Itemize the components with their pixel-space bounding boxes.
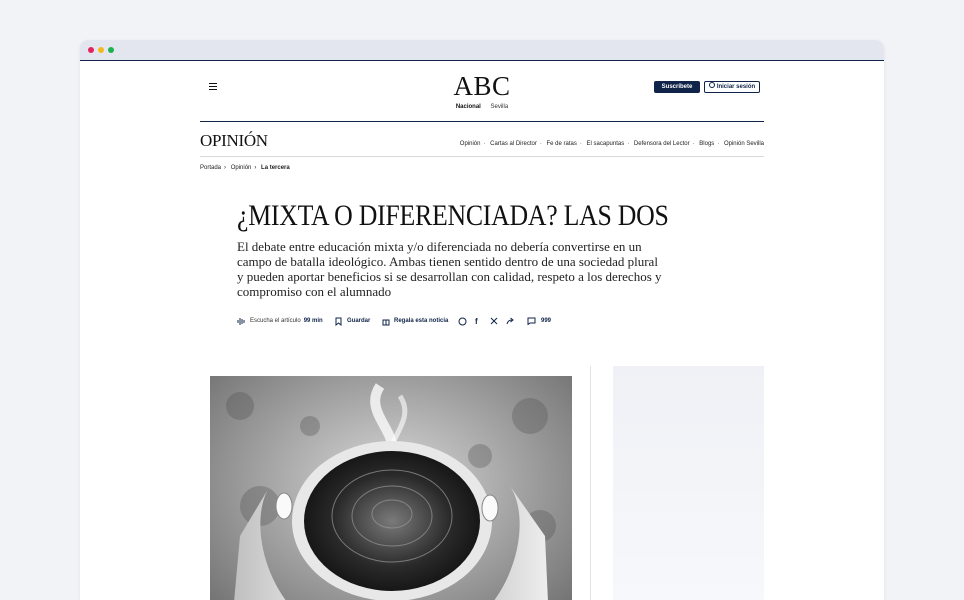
whatsapp-icon	[458, 317, 467, 326]
masthead	[200, 61, 764, 121]
nav-opinion[interactable]: Opinión	[459, 141, 481, 147]
breadcrumb: Portada › Opinión › La tercera	[200, 165, 290, 171]
audio-wave-icon	[237, 317, 246, 326]
nav-cartas[interactable]: Cartas al Director	[490, 141, 537, 147]
nav-blogs[interactable]: Blogs	[699, 141, 715, 147]
listen-label: Escucha el artículo	[250, 318, 301, 324]
subscribe-button[interactable]: Suscríbete	[654, 81, 700, 93]
login-label: Iniciar sesión	[716, 84, 756, 90]
edition-selector	[200, 104, 764, 110]
share-whatsapp-button[interactable]	[458, 317, 467, 326]
comments-button[interactable]	[527, 317, 551, 325]
user-icon	[709, 82, 715, 88]
save-button[interactable]	[335, 317, 370, 326]
nav-sacapuntas[interactable]: El sacapuntas	[586, 141, 625, 147]
nav-opinion-sevilla[interactable]: Opinión Sevilla	[723, 141, 764, 147]
share-button[interactable]	[506, 317, 515, 325]
site-logo[interactable]: ABC	[453, 71, 511, 101]
share-facebook-button[interactable]	[475, 317, 478, 326]
section-nav: Opinión · Cartas al Director · Fe de ratas · El sacapuntas · Defensora del Lector · Blogs · Opinión Sevilla	[459, 141, 764, 147]
close-window-dot[interactable]	[88, 47, 94, 53]
maximize-window-dot[interactable]	[108, 47, 114, 53]
comment-icon	[527, 317, 536, 325]
breadcrumb-portada[interactable]: Portada	[200, 165, 222, 171]
nav-fe-de-ratas[interactable]: Fe de ratas	[546, 141, 577, 147]
edition-nacional[interactable]: Nacional	[455, 104, 481, 110]
facebook-icon: f	[475, 316, 478, 326]
x-icon	[490, 317, 498, 325]
article-headline: ¿MIXTA O DIFERENCIADA? LAS DOS	[237, 199, 669, 232]
bookmark-icon	[335, 317, 343, 326]
browser-chrome	[80, 40, 884, 61]
login-button[interactable]	[704, 81, 760, 93]
comments-count: 999	[541, 317, 552, 324]
gift-button[interactable]	[382, 317, 448, 326]
section-title[interactable]: OPINIÓN	[200, 131, 268, 150]
edition-sevilla[interactable]: Sevilla	[490, 104, 509, 110]
column-divider	[590, 366, 591, 600]
coffee-cup-illustration	[200, 366, 580, 600]
browser-window	[80, 40, 884, 600]
article-subtitle: El debate entre educación mixta y/o diferenciada no debería convertirse en un campo de batalla ideológico. Ambas tienen sentido dentro de una sociedad plural y pueden aportar beneficios si se desarrollan con calidad, respeto a los derechos y compromiso con el alumnado	[237, 238, 662, 299]
breadcrumb-opinion[interactable]: Opinión	[230, 165, 252, 171]
section-bar	[200, 122, 764, 157]
sidebar-ad-slot	[613, 366, 764, 600]
share-arrow-icon	[506, 317, 515, 325]
save-label: Guardar	[347, 318, 371, 324]
article-page	[200, 61, 764, 329]
share-x-button[interactable]	[490, 317, 498, 325]
listen-button[interactable]	[237, 317, 323, 326]
article-illustration	[200, 366, 580, 600]
breadcrumb-current[interactable]: La tercera	[261, 165, 290, 171]
nav-defensora[interactable]: Defensora del Lector	[633, 141, 690, 147]
listen-duration: 99 min	[303, 318, 323, 324]
gift-icon	[382, 317, 390, 326]
article-actions	[237, 315, 764, 329]
gift-label: Regala esta noticia	[394, 318, 449, 324]
minimize-window-dot[interactable]	[98, 47, 104, 53]
